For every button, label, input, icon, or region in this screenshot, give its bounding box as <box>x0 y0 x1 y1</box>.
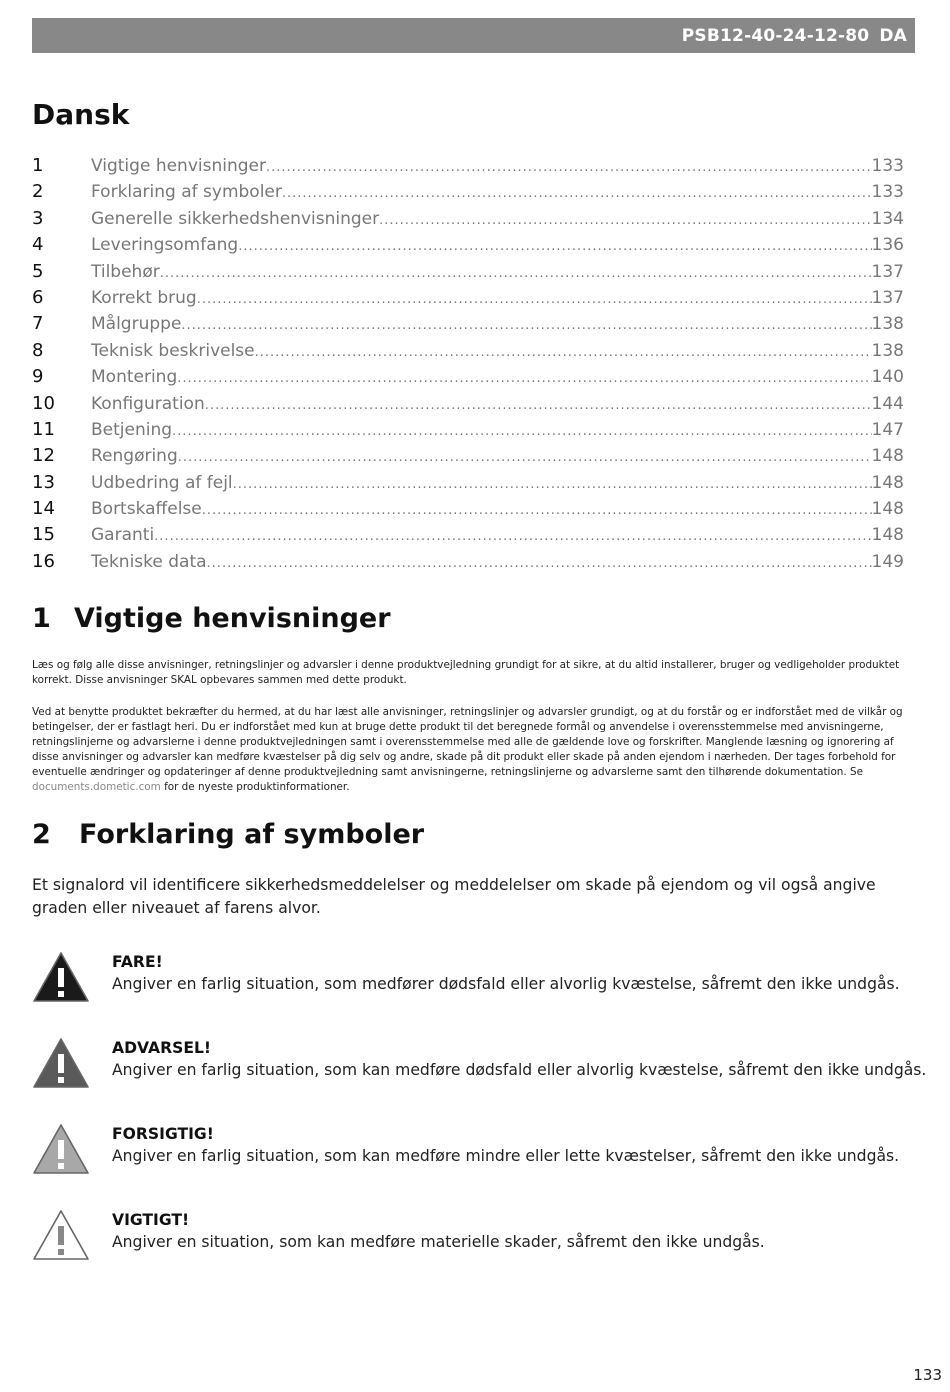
symbol-entry <box>32 1037 927 1097</box>
toc-leader-dots <box>205 393 872 419</box>
toc-page-number: 144 <box>871 393 904 414</box>
toc-number: 8 <box>32 339 44 361</box>
toc-row[interactable] <box>32 338 904 364</box>
toc-row[interactable] <box>32 179 904 205</box>
toc-leader-dots <box>207 551 872 577</box>
toc-label: Tekniske data <box>91 551 207 572</box>
toc-leader-dots <box>202 498 872 524</box>
symbol-description: Angiver en farlig situation, som medfører dødsfald eller alvorlig kvæstelse, såfremt den ikke undgås. <box>112 975 900 993</box>
language-code: DA <box>879 25 907 46</box>
header-bar <box>32 18 915 53</box>
table-of-contents <box>32 153 904 575</box>
toc-page-number: 133 <box>871 156 904 176</box>
toc-row[interactable] <box>32 153 904 179</box>
toc-row[interactable] <box>32 470 904 496</box>
toc-label: Forklaring af symboler <box>91 182 282 203</box>
toc-row[interactable] <box>32 311 904 337</box>
symbol-title: FORSIGTIG! <box>112 1125 214 1143</box>
symbol-entry <box>32 1209 916 1269</box>
toc-row[interactable] <box>32 259 904 285</box>
symbol-entry <box>32 1123 916 1183</box>
toc-number: 3 <box>32 207 44 229</box>
symbol-title: VIGTIGT! <box>112 1211 190 1229</box>
section-1-number: 1 <box>32 603 51 634</box>
notice-icon <box>32 1209 90 1261</box>
danger-warning-icon <box>32 951 90 1003</box>
toc-leader-dots <box>160 261 872 287</box>
toc-leader-dots <box>178 445 872 471</box>
section-1-paragraph-2-text: Ved at benytte produktet bekræfter du hermed, at du har læst alle anvisninger, retningslinjer og advarsler grundigt, og at du forstår og er indforstået med de vilkår og betingelser, der er fastlagt heri. Du er indforstået med kun at bruge dette produkt til det beregnede formål og anvendelse i overensstemmelse med anvisningerne, retningslinjerne og advarslerne i denne produktvejledningen samt i overensstemmelse med alle de gældende love og forskrifter. Manglende læsning og ignorering af disse anvisninger og advarsler kan medføre kvæstelser på dig selv og andre, skade på dit produkt eller skade på anden ejendom i nærheden. Der tages forbehold for eventuelle ændringer og opdateringer af denne produktvejledning samt anvisningerne, retningslinjerne og advarslerne samt den tilhørende dokumentation. Se <box>32 706 903 778</box>
toc-leader-dots <box>197 287 872 313</box>
toc-leader-dots <box>282 181 872 207</box>
page-title: Dansk <box>32 98 130 131</box>
toc-row[interactable] <box>32 522 904 548</box>
toc-label: Bortskaffelse <box>91 499 202 520</box>
symbol-title: ADVARSEL! <box>112 1039 212 1057</box>
toc-label: Vigtige henvisninger <box>91 156 266 176</box>
toc-label: Leveringsomfang <box>91 235 239 256</box>
section-2-title: Forklaring af symboler <box>79 819 425 850</box>
toc-leader-dots <box>238 234 871 260</box>
symbol-description: Angiver en farlig situation, som kan medføre dødsfald eller alvorlig kvæstelse, såfremt den ikke undgås. <box>112 1061 927 1079</box>
toc-label: Rengøring <box>91 446 178 467</box>
section-1-title: Vigtige henvisninger <box>74 603 391 634</box>
page-number: 133 <box>913 1366 942 1384</box>
toc-label: Garanti <box>91 525 155 546</box>
toc-leader-dots <box>177 366 871 392</box>
toc-number: 15 <box>32 524 55 546</box>
doc-code: PSB12-40-24-12-80 <box>681 25 870 46</box>
toc-leader-dots <box>154 524 871 550</box>
toc-label: Generelle sikkerhedshenvisninger <box>91 208 380 229</box>
toc-page-number: 134 <box>871 208 904 229</box>
toc-leader-dots <box>172 419 872 445</box>
toc-row[interactable] <box>32 391 904 417</box>
toc-label: Tilbehør <box>91 261 160 282</box>
section-2-number: 2 <box>32 819 51 850</box>
toc-page-number: 148 <box>871 446 904 467</box>
toc-number: 4 <box>32 234 44 256</box>
symbol-title: FARE! <box>112 953 163 971</box>
toc-row[interactable] <box>32 417 904 443</box>
toc-number: 13 <box>32 471 55 493</box>
toc-number: 10 <box>32 392 55 414</box>
section-2-intro: Et signalord vil identificere sikkerhedsmeddelelser og meddelelser om skade på ejendom og vil også angive graden eller niveauet af farens alvor. <box>32 876 876 917</box>
toc-number: 12 <box>32 445 55 467</box>
toc-page-number: 148 <box>871 525 904 546</box>
section-2-heading <box>32 819 424 850</box>
symbol-description: Angiver en farlig situation, som kan medføre mindre eller lette kvæstelser, såfremt den ikke undgås. <box>112 1147 900 1165</box>
toc-page-number: 147 <box>871 419 904 440</box>
toc-label: Betjening <box>91 419 173 440</box>
toc-leader-dots <box>181 313 871 339</box>
documents-link[interactable]: documents.dometic.com <box>32 781 161 793</box>
toc-page-number: 138 <box>871 340 904 361</box>
section-1-paragraph-2 <box>32 705 916 795</box>
toc-label: Udbedring af fejl <box>91 472 233 493</box>
toc-page-number: 137 <box>871 261 904 282</box>
section-1-paragraph-1: Læs og følg alle disse anvisninger, retningslinjer og advarsler i denne produktvejledning grundigt for at sikre, at du altid installerer, bruger og vedligeholder produktet korrekt. Disse anvisninger SKAL opbevares sammen med dette produkt. <box>32 659 900 686</box>
toc-number: 7 <box>32 313 44 335</box>
warning-icon <box>32 1037 90 1089</box>
section-1-heading <box>32 603 391 634</box>
toc-label: Konfiguration <box>91 393 205 414</box>
toc-page-number: 136 <box>871 235 904 256</box>
toc-label: Korrekt brug <box>91 287 197 308</box>
toc-page-number: 149 <box>871 551 904 572</box>
toc-label: Montering <box>91 367 178 388</box>
toc-row[interactable] <box>32 549 904 575</box>
toc-page-number: 133 <box>871 182 904 203</box>
toc-number: 1 <box>32 155 44 176</box>
toc-label: Teknisk beskrivelse <box>91 340 255 361</box>
toc-leader-dots <box>266 155 872 181</box>
toc-number: 14 <box>32 498 55 520</box>
toc-number: 5 <box>32 260 44 282</box>
toc-number: 9 <box>32 366 44 388</box>
toc-page-number: 140 <box>871 367 904 388</box>
toc-row[interactable] <box>32 364 904 390</box>
toc-row[interactable] <box>32 232 904 258</box>
caution-icon <box>32 1123 90 1175</box>
symbol-entry <box>32 951 916 1011</box>
toc-page-number: 137 <box>871 287 904 308</box>
toc-page-number: 148 <box>871 499 904 520</box>
toc-leader-dots <box>233 472 872 498</box>
toc-number: 2 <box>32 181 44 203</box>
toc-number: 16 <box>32 550 55 572</box>
toc-number: 11 <box>32 418 55 440</box>
toc-label: Målgruppe <box>91 314 182 335</box>
toc-page-number: 138 <box>871 314 904 335</box>
toc-row[interactable] <box>32 443 904 469</box>
toc-row[interactable] <box>32 285 904 311</box>
symbol-description: Angiver en situation, som kan medføre materielle skader, såfremt den ikke undgås. <box>112 1233 765 1251</box>
toc-row[interactable] <box>32 496 904 522</box>
toc-number: 6 <box>32 286 44 308</box>
toc-page-number: 148 <box>871 472 904 493</box>
toc-leader-dots <box>255 340 872 366</box>
section-1-paragraph-2-end: for de nyeste produktinformationer. <box>164 781 350 793</box>
toc-row[interactable] <box>32 206 904 232</box>
toc-leader-dots <box>379 208 871 234</box>
